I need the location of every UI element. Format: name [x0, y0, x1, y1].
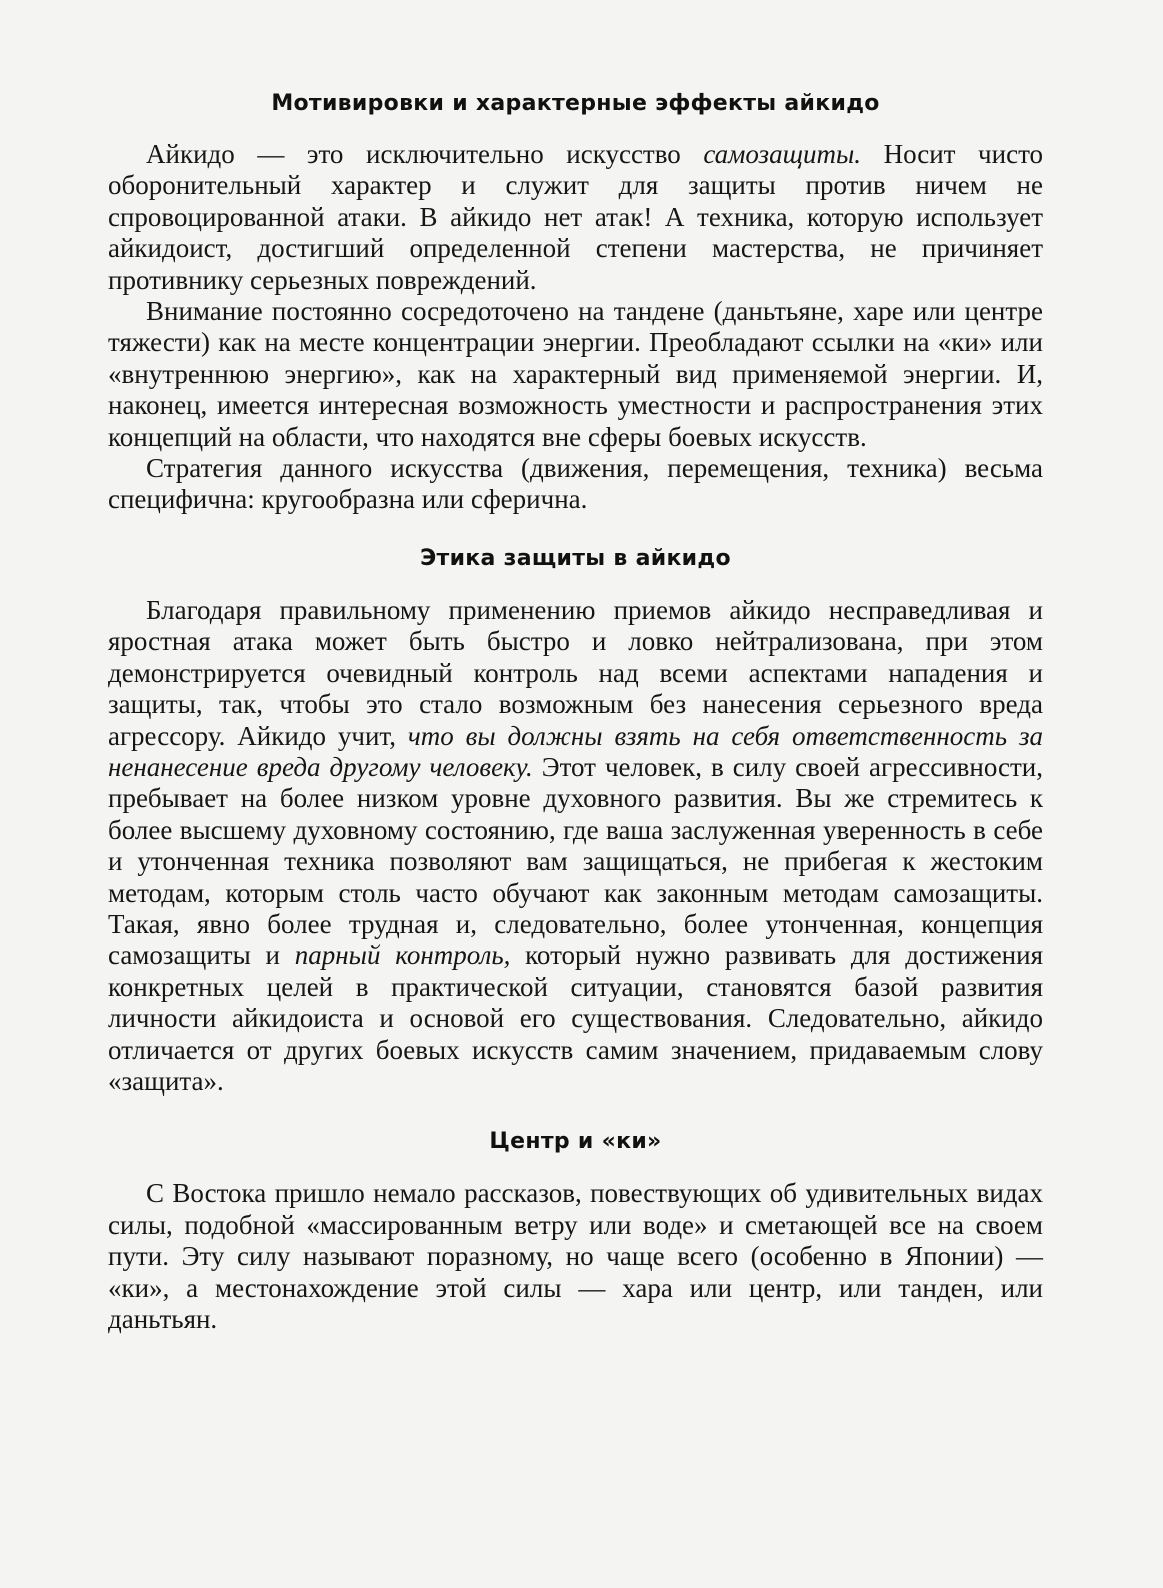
paragraph-strategy: Стратегия данного искусства (движения, перемещения, техника) весьма специфична: кругообразна или сферична. [108, 453, 1043, 515]
document-page [108, 88, 1043, 1335]
text-run: который нужно развивать для достижения конкретных целей в практической ситуации, становятся базой развития личности айкидоиста и основой его существования. Следовательно, айкидо отличается от других боевых искусств самим значением, придаваемым слову «защита». [108, 940, 1043, 1096]
section-heading-ethics: Этика защиты в айкидо [420, 545, 731, 571]
section-heading-motivations: Мотивировки и характерные эффекты айкидо [271, 91, 880, 116]
paragraph-tanden: Внимание постоянно сосредоточено на тандене (даньтьяне, харе или центре тяжести) как на месте концентрации энергии. Преобладают ссылки на «ки» или «внутреннюю энергию», как на характерный вид применяемой энергии. И, наконец, имеется интересная возможность уместности и распространения этих концепций на области, что находятся вне сферы боевых искусств. [108, 296, 1043, 452]
italic-text-run: самозащиты. [703, 139, 861, 169]
text-run: Носит чисто оборонительный характер и служит для защиты против ничем не спровоцированной атаки. В айкидо нет атак! А техника, которую использует айкидоист, достигший определенной степени мастерства, не причиняет противнику серьезных повреждений. [108, 139, 1044, 295]
paragraph-ethics [108, 595, 1043, 1098]
text-run: Айкидо — это исключительно искусство [146, 139, 704, 169]
text-run: Этот человек, в силу своей агрессивности, пребывает на более низком уровне духовного развития. Вы же стремитесь к более высшему духовному состоянию, где ваша заслуженная уверенность в себе и утонченная техника позволяют вам защищаться, не прибегая к жестоким методам, которым столь часто обучают как законным методам самозащиты. Такая, явно более трудная и, следовательно, более утонченная, концепция самозащиты и [108, 751, 1043, 971]
italic-text-run: что вы должны взять на себя ответственность за ненанесение вреда другому человеку. [108, 720, 1043, 782]
paragraph-ki: С Востока пришло немало рассказов, повествующих об удивительных видах силы, подобной «массированным ветру или воде» и сметающей все на своем пути. Эту силу называют поразному, но чаще всего (особенно в Японии) — «ки», а местонахождение этой силы — хара или центр, или танден, или даньтьян. [108, 1178, 1043, 1334]
italic-text-run: парный контроль, [294, 940, 511, 971]
text-run: Благодаря правильному применению приемов айкидо несправедливая и яростная атака может быть быстро и ловко нейтрализована, при этом демонстрируется очевидный контроль над всеми аспектами нападения и защиты, так, чтобы это стало возможным без нанесения серьезного вреда агрессору. Айкидо учит, [108, 594, 1043, 751]
paragraph-self-defense [108, 139, 1043, 296]
section-heading-center-ki: Центр и «ки» [489, 1129, 662, 1155]
